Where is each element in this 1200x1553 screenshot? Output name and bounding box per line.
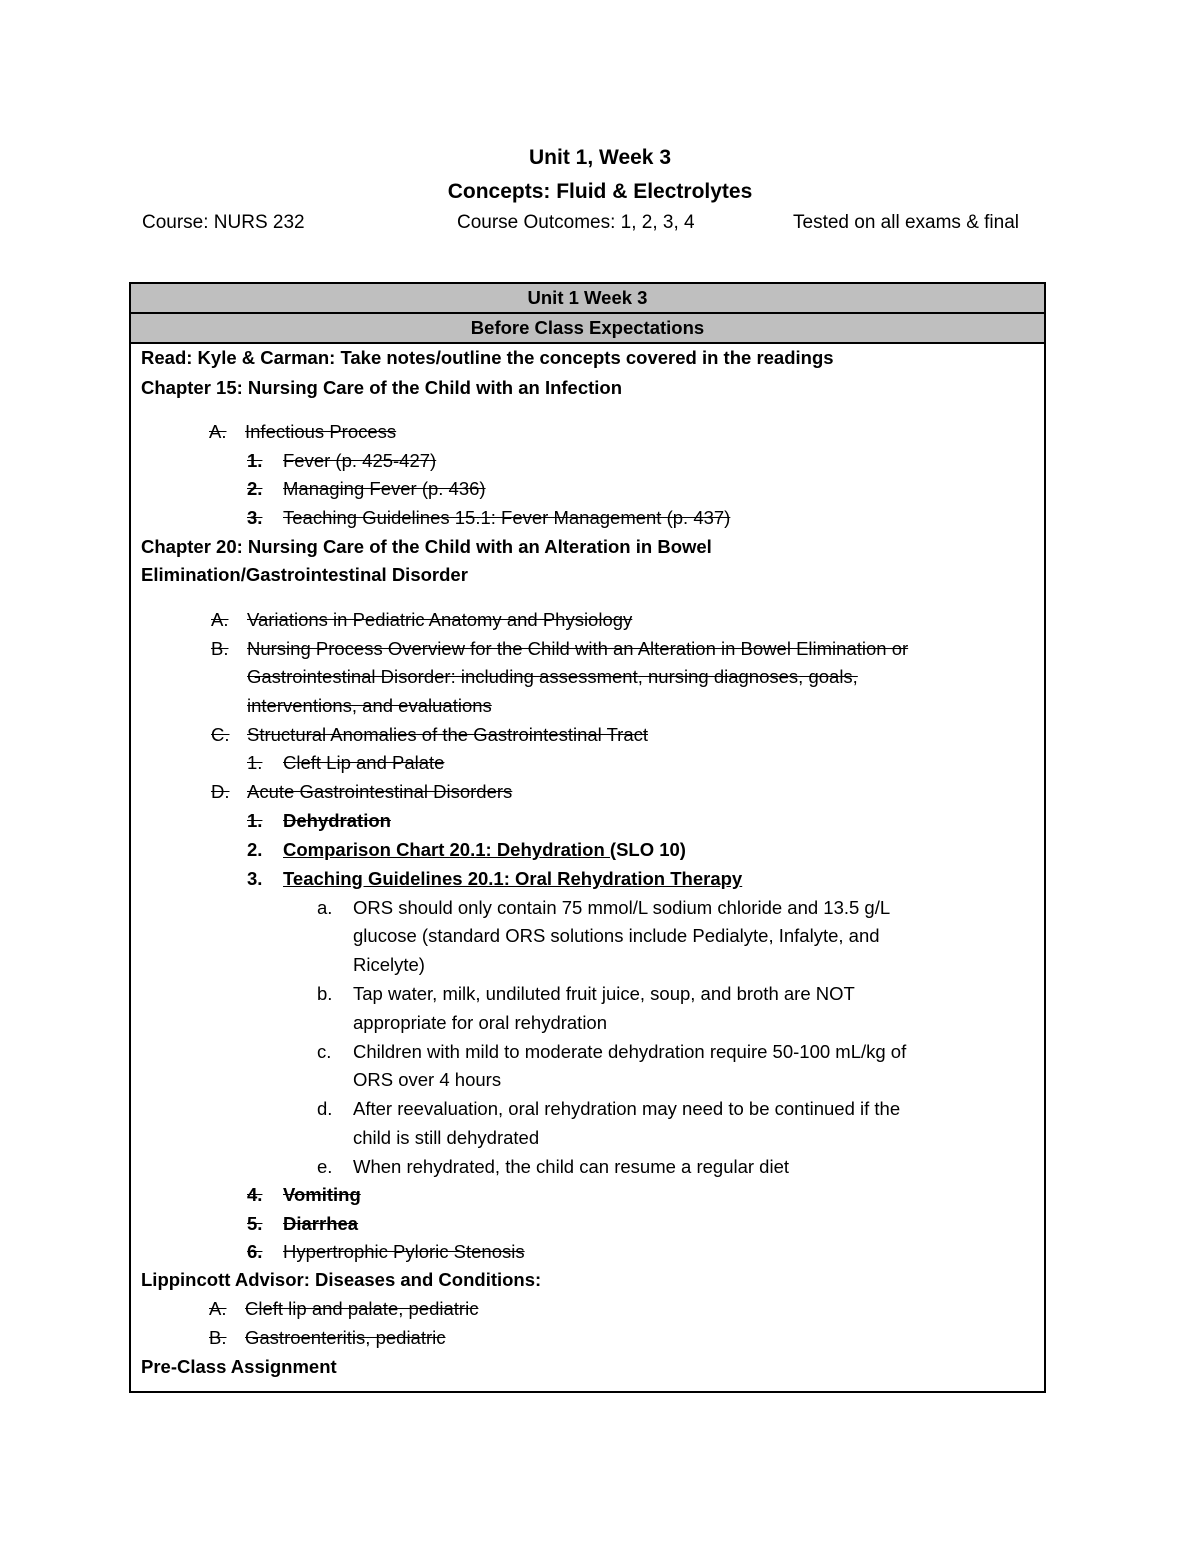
tested-note: Tested on all exams & final [793, 212, 1020, 233]
ch15-item-3: Teaching Guidelines 15.1: Fever Management (p. 437) [283, 507, 731, 528]
marker-D: D. [211, 781, 230, 802]
preclass-heading: Pre-Class Assignment [141, 1356, 337, 1377]
ors-item-b-line1: Tap water, milk, undiluted fruit juice, soup, and broth are NOT [353, 983, 855, 1004]
chapter-20-heading-line2: Elimination/Gastrointestinal Disorder [141, 564, 468, 585]
ch20-item-D6: Hypertrophic Pyloric Stenosis [283, 1241, 525, 1262]
marker-6: 6. [247, 1241, 263, 1262]
marker-2: 2. [247, 478, 263, 499]
marker-4: 4. [247, 1184, 263, 1205]
marker-e: e. [317, 1156, 333, 1177]
marker-A: A. [209, 1298, 227, 1319]
marker-1: 1. [247, 752, 263, 773]
ors-item-c-line1: Children with mild to moderate dehydration require 50-100 mL/kg of [353, 1041, 907, 1062]
ch20-item-C: Structural Anomalies of the Gastrointestinal Tract [247, 724, 649, 745]
marker-B: B. [211, 638, 229, 659]
lippincott-item-A: Cleft lip and palate, pediatric [245, 1298, 479, 1319]
ch20-item-A: Variations in Pediatric Anatomy and Physiology [247, 609, 633, 630]
marker-b: b. [317, 983, 333, 1004]
ch20-item-D: Acute Gastrointestinal Disorders [247, 781, 513, 802]
marker-A: A. [209, 421, 227, 442]
read-heading: Read: Kyle & Carman: Take notes/outline the concepts covered in the readings [141, 347, 834, 368]
table-band-unit: Unit 1 Week 3 [131, 284, 1044, 314]
ch20-item-B-line2: Gastrointestinal Disorder: including assessment, nursing diagnoses, goals, [247, 666, 858, 687]
ors-item-e: When rehydrated, the child can resume a regular diet [353, 1156, 790, 1177]
marker-1: 1. [247, 450, 263, 471]
marker-2: 2. [247, 839, 263, 860]
chapter-20-heading-line1: Chapter 20: Nursing Care of the Child with an Alteration in Bowel [141, 536, 712, 557]
ors-item-d-line2: child is still dehydrated [353, 1127, 540, 1148]
course-label: Course: NURS 232 [142, 212, 305, 233]
lippincott-heading: Lippincott Advisor: Diseases and Conditions: [141, 1269, 542, 1290]
ch20-item-D5: Diarrhea [283, 1213, 359, 1234]
marker-c: c. [317, 1041, 332, 1062]
ch15-item-2: Managing Fever (p. 436) [283, 478, 486, 499]
marker-3: 3. [247, 507, 263, 528]
ors-item-a-line3: Ricelyte) [353, 954, 425, 975]
marker-5: 5. [247, 1213, 263, 1234]
expectations-table [129, 282, 1046, 1393]
ors-item-b-line2: appropriate for oral rehydration [353, 1012, 608, 1033]
ch20-item-B-line3: interventions, and evaluations [247, 695, 492, 716]
ch20-item-B-line1: Nursing Process Overview for the Child with an Alteration in Bowel Elimination or [247, 638, 909, 659]
ch15-item-A: Infectious Process [245, 421, 397, 442]
marker-1: 1. [247, 810, 263, 831]
marker-d: d. [317, 1098, 333, 1119]
ch20-item-D4: Vomiting [283, 1184, 361, 1205]
ors-item-c-line2: ORS over 4 hours [353, 1069, 502, 1090]
ch20-item-D2-tail: SLO 10) [616, 839, 686, 860]
lippincott-item-B: Gastroenteritis, pediatric [245, 1327, 446, 1348]
marker-A: A. [211, 609, 229, 630]
marker-B: B. [209, 1327, 227, 1348]
chapter-15-heading: Chapter 15: Nursing Care of the Child with an Infection [141, 377, 623, 398]
marker-a: a. [317, 897, 333, 918]
ch20-item-C1: Cleft Lip and Palate [283, 752, 445, 773]
marker-C: C. [211, 724, 230, 745]
ors-item-a-line2: glucose (standard ORS solutions include Pedialyte, Infalyte, and [353, 925, 880, 946]
ors-item-a-line1: ORS should only contain 75 mmol/L sodium chloride and 13.5 g/L [353, 897, 891, 918]
ch20-item-D2-underlined: Comparison Chart 20.1: Dehydration ( [283, 839, 617, 860]
ch20-item-D3: Teaching Guidelines 20.1: Oral Rehydration Therapy [283, 868, 743, 889]
page-subtitle: Concepts: Fluid & Electrolytes [447, 180, 753, 203]
marker-3: 3. [247, 868, 263, 889]
ors-item-d-line1: After reevaluation, oral rehydration may need to be continued if the [353, 1098, 901, 1119]
ch15-item-1: Fever (p. 425-427) [283, 450, 437, 471]
ch20-item-D2 [283, 838, 686, 862]
table-band-expectations: Before Class Expectations [131, 314, 1044, 344]
page-title: Unit 1, Week 3 [529, 146, 671, 169]
course-outcomes: Course Outcomes: 1, 2, 3, 4 [457, 212, 695, 233]
ch20-item-D1: Dehydration [283, 810, 391, 831]
